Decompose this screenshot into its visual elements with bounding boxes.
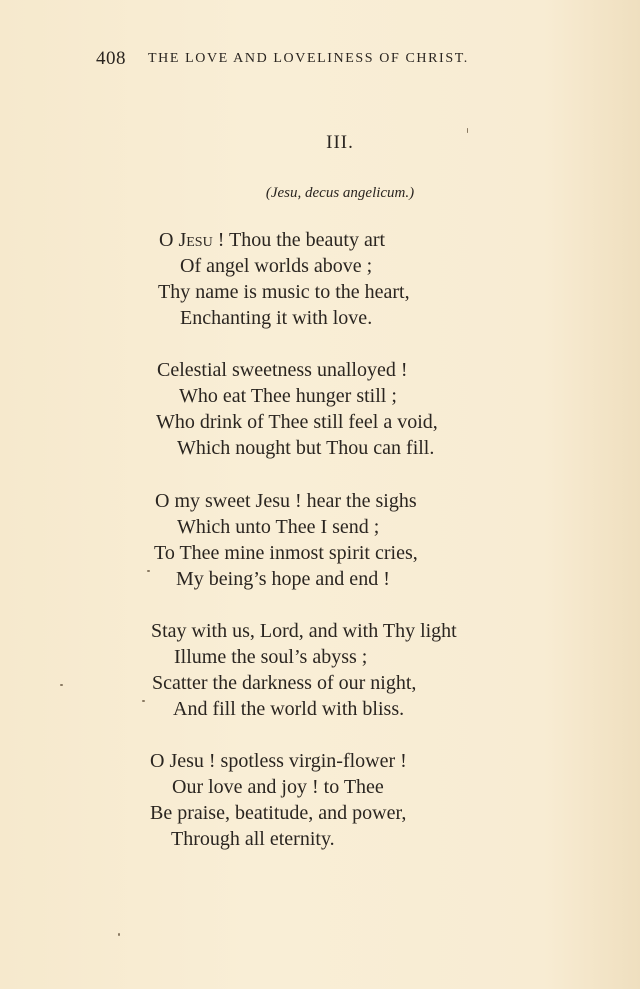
print-speck bbox=[147, 570, 150, 572]
poem-line: To Thee mine inmost spirit cries, bbox=[154, 542, 418, 564]
poem-line: My being’s hope and end ! bbox=[176, 568, 390, 590]
poem-line: And fill the world with bliss. bbox=[173, 698, 405, 720]
latin-title: (Jesu, decus angelicum.) bbox=[265, 185, 415, 201]
poem-line: Celestial sweetness unalloyed ! bbox=[157, 359, 408, 381]
page-number: 408 bbox=[96, 48, 126, 69]
print-speck bbox=[142, 700, 145, 702]
line-rest: ! Thou the beauty art bbox=[212, 229, 386, 251]
line-prefix: O bbox=[159, 229, 179, 251]
poem-line: Enchanting it with love. bbox=[180, 307, 373, 329]
poem-line: Thy name is music to the heart, bbox=[158, 281, 410, 303]
poem-line: Who drink of Thee still feel a void, bbox=[156, 411, 438, 433]
poem-line: Through all eternity. bbox=[171, 828, 335, 850]
poem-line: Which nought but Thou can fill. bbox=[177, 437, 435, 459]
poem-line: Who eat Thee hunger still ; bbox=[179, 385, 397, 407]
poem-line bbox=[159, 227, 385, 253]
poem-line: O my sweet Jesu ! hear the sighs bbox=[155, 490, 417, 512]
poem-line: Our love and joy ! to Thee bbox=[172, 776, 384, 798]
poem-line: Scatter the darkness of our night, bbox=[152, 672, 417, 694]
print-speck bbox=[60, 684, 63, 686]
jesu-name: Jesu bbox=[178, 229, 213, 251]
print-speck bbox=[467, 128, 468, 133]
running-head bbox=[96, 48, 536, 72]
running-title: THE LOVE AND LOVELINESS OF CHRIST. bbox=[148, 51, 469, 66]
poem-line: Illume the soul’s abyss ; bbox=[174, 646, 368, 668]
poem-line: Stay with us, Lord, and with Thy light bbox=[151, 620, 457, 642]
section-number: III. bbox=[326, 132, 354, 153]
poem-line: Be praise, beatitude, and power, bbox=[150, 802, 407, 824]
poem-line: Of angel worlds above ; bbox=[180, 255, 373, 277]
poem-line: Which unto Thee I send ; bbox=[177, 516, 380, 538]
print-speck bbox=[118, 933, 120, 936]
poem-line: O Jesu ! spotless virgin-flower ! bbox=[150, 750, 407, 772]
